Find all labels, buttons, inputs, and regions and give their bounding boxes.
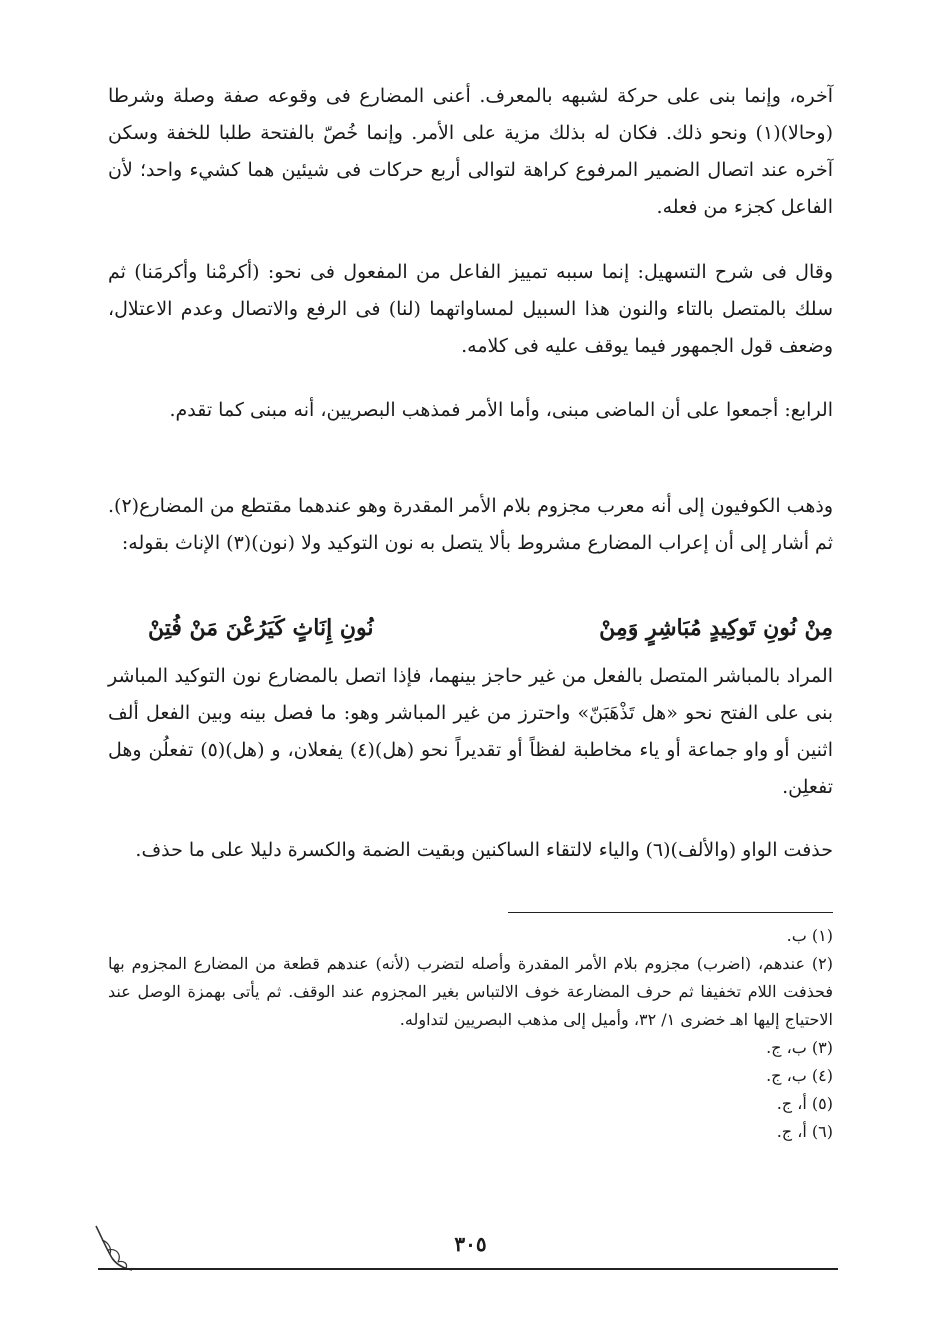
paragraph-2: وقال فى شرح التسهيل: إنما سببه تمييز الفاعل من المفعول فى نحو: (أكرمْنا وأكرمَنا) ثم سلك بالمتصل بالتاء والنون هذا السبيل لمساواتهما (لنا) فى الرفع والاتصال وعدم الاعتلال، وضعف قول الجمهور فيما يوقف عليه فى كلامه. [108,261,833,357]
footnote-5: (٥) أ، ج. [776,1094,833,1113]
paragraph-6: حذفت الواو (والألف)(٦) والياء لالتقاء الساكنين وبقيت الضمة والكسرة دليلا على ما حذف. [135,839,833,861]
poetry-verse [108,606,833,650]
footnote-6: (٦) أ، ج. [776,1122,833,1141]
footnote-4: (٤) ب، ج. [766,1066,833,1085]
verse-first-hemistich: مِنْ نُونِ تَوكِيدٍ مُبَاشِرٍ وَمِنْ [599,615,833,641]
footnote-2: (٢) عندهم، (اضرب) مجزوم بلام الأمر المقدرة وأصله لتضرب (لأنه) عندهم قطعة من المضارع المجزوم بها فحذفت اللام تخفيفا ثم حرف المضارعة خوف الالتباس بغير المجزوم عند الوقف. ثم يأتى بهمزة الوصل عند الاحتياج إليها اهـ خضرى ١/ ٣٢، وأميل إلى مذهب البصريين لتداوله. [108,954,833,1029]
paragraph-3: الرابع: أجمعوا على أن الماضى مبنى، وأما الأمر فمذهب البصريين، أنه مبنى كما تقدم. [169,399,833,421]
paragraph-1: آخره، وإنما بنى على حركة لشبهه بالمعرف. أعنى المضارع فى وقوعه صفة وصلة وشرطا (وحالا)(١) ونحو ذلك. فكان له بذلك مزية على الأمر. وإنما خُصّ بالفتحة طلبا للخفة وسكن آخره عند اتصال الضمير المرفوع كراهة لتوالى أربع حركات فى شيئين هما كشيء واحد؛ لأن الفاعل كجزء من فعله. [108,85,833,218]
footnote-separator [508,912,833,913]
footnote-3: (٣) ب، ج. [766,1038,833,1057]
paragraph-5: المراد بالمباشر المتصل بالفعل من غير حاجز بينهما، فإذا اتصل بالمضارع نون التوكيد المباشر بنى على الفتح نحو «هل تَذْهَبَنّ» واحترز من غير المباشر وهو: ما فصل بينه وبين الفعل ألف اثنين أو واو جماعة أو ياء مخاطبة لفظاً أو تقديراً نحو (هل)(٤) يفعلان، و (هل)(٥) تفعلُن وهل تفعلِن. [108,665,833,798]
footnotes-list [108,922,833,1146]
paragraph-4: وذهب الكوفيون إلى أنه معرب مجزوم بلام الأمر المقدرة وهو عندهما مقتطع من المضارع(٢). ثم أشار إلى أن إعراب المضارع مشروط بألا يتصل به نون التوكيد ولا (نون)(٣) الإناث بقوله: [108,495,833,554]
bottom-rule [98,1268,838,1270]
verse-second-hemistich: نُونِ إِنَاثٍ كَيَرُعْنَ مَنْ فُتِنْ [148,615,374,641]
page-number: ٣٠٥ [454,1232,487,1256]
footnote-1: (١) ب. [786,926,833,945]
